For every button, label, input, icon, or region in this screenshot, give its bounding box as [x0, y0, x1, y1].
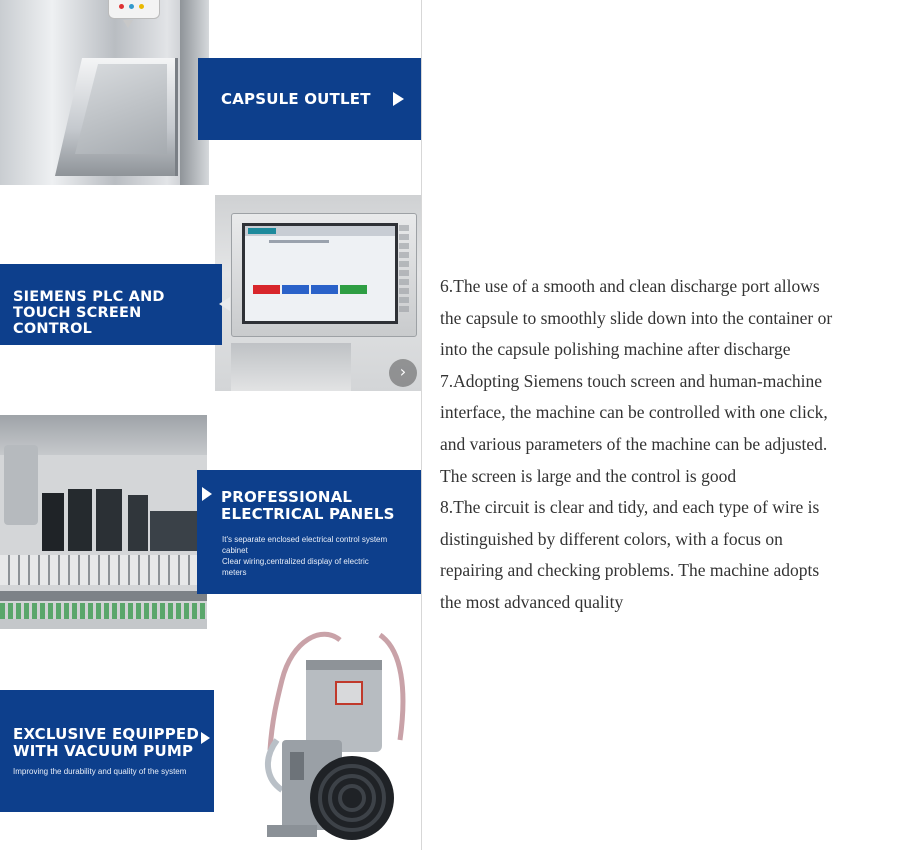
feature-subtitle: Improving the durability and quality of the system: [13, 767, 187, 776]
column-divider: [421, 0, 422, 850]
feature-image-column: [0, 0, 421, 850]
feature-title: PROFESSIONAL ELECTRICAL PANELS: [221, 488, 395, 523]
feature-banner-plc: [0, 264, 222, 345]
triangle-pointer-icon: [202, 487, 212, 501]
arrow-down-icon: [123, 20, 133, 28]
description-line: into the capsule polishing machine after discharge: [440, 339, 791, 360]
triangle-pointer-icon: [201, 732, 210, 744]
feature-banner-vacuum-pump: [0, 690, 214, 812]
feature-banner-electrical: [197, 470, 421, 594]
description-line: the most advanced quality: [440, 591, 624, 612]
capsule-outlet-photo: [0, 0, 209, 185]
triangle-pointer-icon: [393, 92, 404, 106]
electrical-panel-photo: [0, 415, 207, 629]
sticker-icon: [108, 0, 160, 19]
description-line: the capsule to smoothly slide down into the container or: [440, 307, 833, 328]
description-line: repairing and checking problems. The machine adopts: [440, 560, 820, 581]
description-line: The screen is large and the control is good: [440, 465, 737, 486]
description-line: interface, the machine can be controlled with one click,: [440, 402, 828, 423]
vacuum-pump-photo: [262, 620, 412, 845]
triangle-pointer-icon: [219, 297, 230, 311]
feature-title: EXCLUSIVE EQUIPPED WITH VACUUM PUMP: [13, 725, 199, 760]
touch-screen-photo: [215, 195, 421, 391]
description-line: distinguished by different colors, with a focus on: [440, 528, 783, 549]
feature-title: SIEMENS PLC AND TOUCH SCREEN CONTROL: [13, 289, 165, 337]
feature-subtitle: It's separate enclosed electrical control system cabinet Clear wiring,centralized display of electric meters: [222, 535, 388, 577]
description-line: and various parameters of the machine can be adjusted.: [440, 433, 828, 454]
description-line: 6.The use of a smooth and clean discharge port allows: [440, 276, 820, 296]
feature-description: [440, 271, 904, 619]
description-line: 8.The circuit is clear and tidy, and each type of wire is: [440, 497, 820, 518]
feature-banner-capsule-outlet: [198, 58, 421, 140]
chevron-right-icon[interactable]: ›: [389, 359, 417, 387]
description-line: 7.Adopting Siemens touch screen and human-machine: [440, 370, 822, 391]
feature-title: CAPSULE OUTLET: [221, 90, 371, 108]
hmi-screen: [242, 223, 398, 324]
